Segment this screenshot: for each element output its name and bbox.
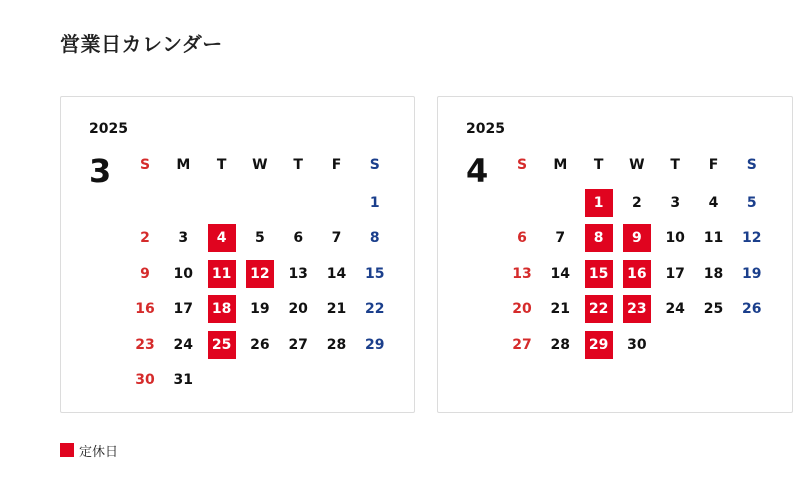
date-cell: 28 [326,336,347,353]
date-cell: 20 [288,301,308,318]
date-cell: 18 [703,265,724,282]
calendar-month: 3 [89,152,112,190]
calendar-year: 2025 [466,121,505,137]
date-cell: 19 [742,265,762,282]
weekday-header-tue: T [593,157,604,173]
date-cell: 17 [173,301,194,318]
weekday-header-wed: W [629,157,645,173]
date-cell: 11 [703,230,724,247]
date-cell: 10 [173,265,194,282]
date-cell: 24 [173,336,194,353]
date-cell: 23 [135,336,155,353]
date-cell: 31 [173,372,194,388]
date-cell: 7 [331,230,342,247]
weekday-header-fri: F [331,157,342,173]
date-cell: 28 [550,336,571,353]
date-cell: 30 [135,372,155,388]
date-cell: 17 [665,265,685,282]
holiday-date-cell: 12 [246,260,274,288]
date-cell: 6 [517,230,527,247]
holiday-date-cell: 25 [208,331,236,359]
date-cell: 13 [512,265,532,282]
calendar-month: 4 [466,152,489,190]
weekday-header-sun: S [516,157,528,173]
date-cell: 12 [742,230,762,247]
date-cell: 9 [140,265,150,282]
weekday-header-sat: S [369,157,380,173]
date-cell: 2 [140,230,150,247]
date-cell: 2 [632,195,642,211]
month-calendar-march [60,96,415,413]
date-cell: 5 [255,230,265,247]
weekday-header-tue: T [216,157,227,173]
holiday-date-cell: 22 [585,295,613,323]
weekday-header-fri: F [708,157,719,173]
weekday-header-mon: M [176,157,191,173]
holiday-date-cell: 4 [208,224,236,252]
date-cell: 10 [665,230,685,247]
date-cell: 16 [135,301,155,318]
date-cell: 29 [365,336,385,353]
date-cell: 5 [746,195,757,211]
date-cell: 13 [288,265,308,282]
holiday-swatch-icon [60,443,74,457]
month-calendar-april [437,96,793,413]
holiday-date-cell: 15 [585,260,613,288]
date-cell: 27 [512,336,532,353]
date-cell: 21 [550,301,571,318]
date-cell: 7 [555,230,566,247]
holiday-date-cell: 18 [208,295,236,323]
date-cell: 3 [670,195,681,211]
date-cell: 6 [293,230,304,247]
date-cell: 21 [326,301,347,318]
date-cell: 14 [550,265,571,282]
date-cell: 3 [178,230,189,247]
weekday-header-thu: T [670,157,680,173]
date-cell: 26 [742,301,762,318]
holiday-date-cell: 11 [208,260,236,288]
date-cell: 8 [369,230,380,247]
date-cell: 24 [665,301,685,318]
weekday-header-wed: W [252,157,268,173]
page-title: 営業日カレンダー [60,32,223,56]
date-cell: 1 [369,195,380,211]
legend-label: 定休日 [79,444,119,460]
date-cell: 22 [365,301,385,318]
date-cell: 4 [708,195,719,211]
date-cell: 19 [250,301,270,318]
holiday-date-cell: 8 [585,224,613,252]
weekday-header-sat: S [746,157,757,173]
date-cell: 15 [365,265,385,282]
date-cell: 30 [627,336,647,353]
weekday-header-mon: M [553,157,568,173]
holiday-date-cell: 23 [623,295,651,323]
holiday-date-cell: 9 [623,224,651,252]
legend [60,440,118,460]
weekday-header-thu: T [293,157,303,173]
date-cell: 20 [512,301,532,318]
date-cell: 14 [326,265,347,282]
calendar-year: 2025 [89,121,128,137]
date-cell: 25 [703,301,724,318]
holiday-date-cell: 16 [623,260,651,288]
holiday-date-cell: 29 [585,331,613,359]
holiday-date-cell: 1 [585,189,613,217]
date-cell: 26 [250,336,270,353]
weekday-header-sun: S [139,157,151,173]
date-cell: 27 [288,336,308,353]
